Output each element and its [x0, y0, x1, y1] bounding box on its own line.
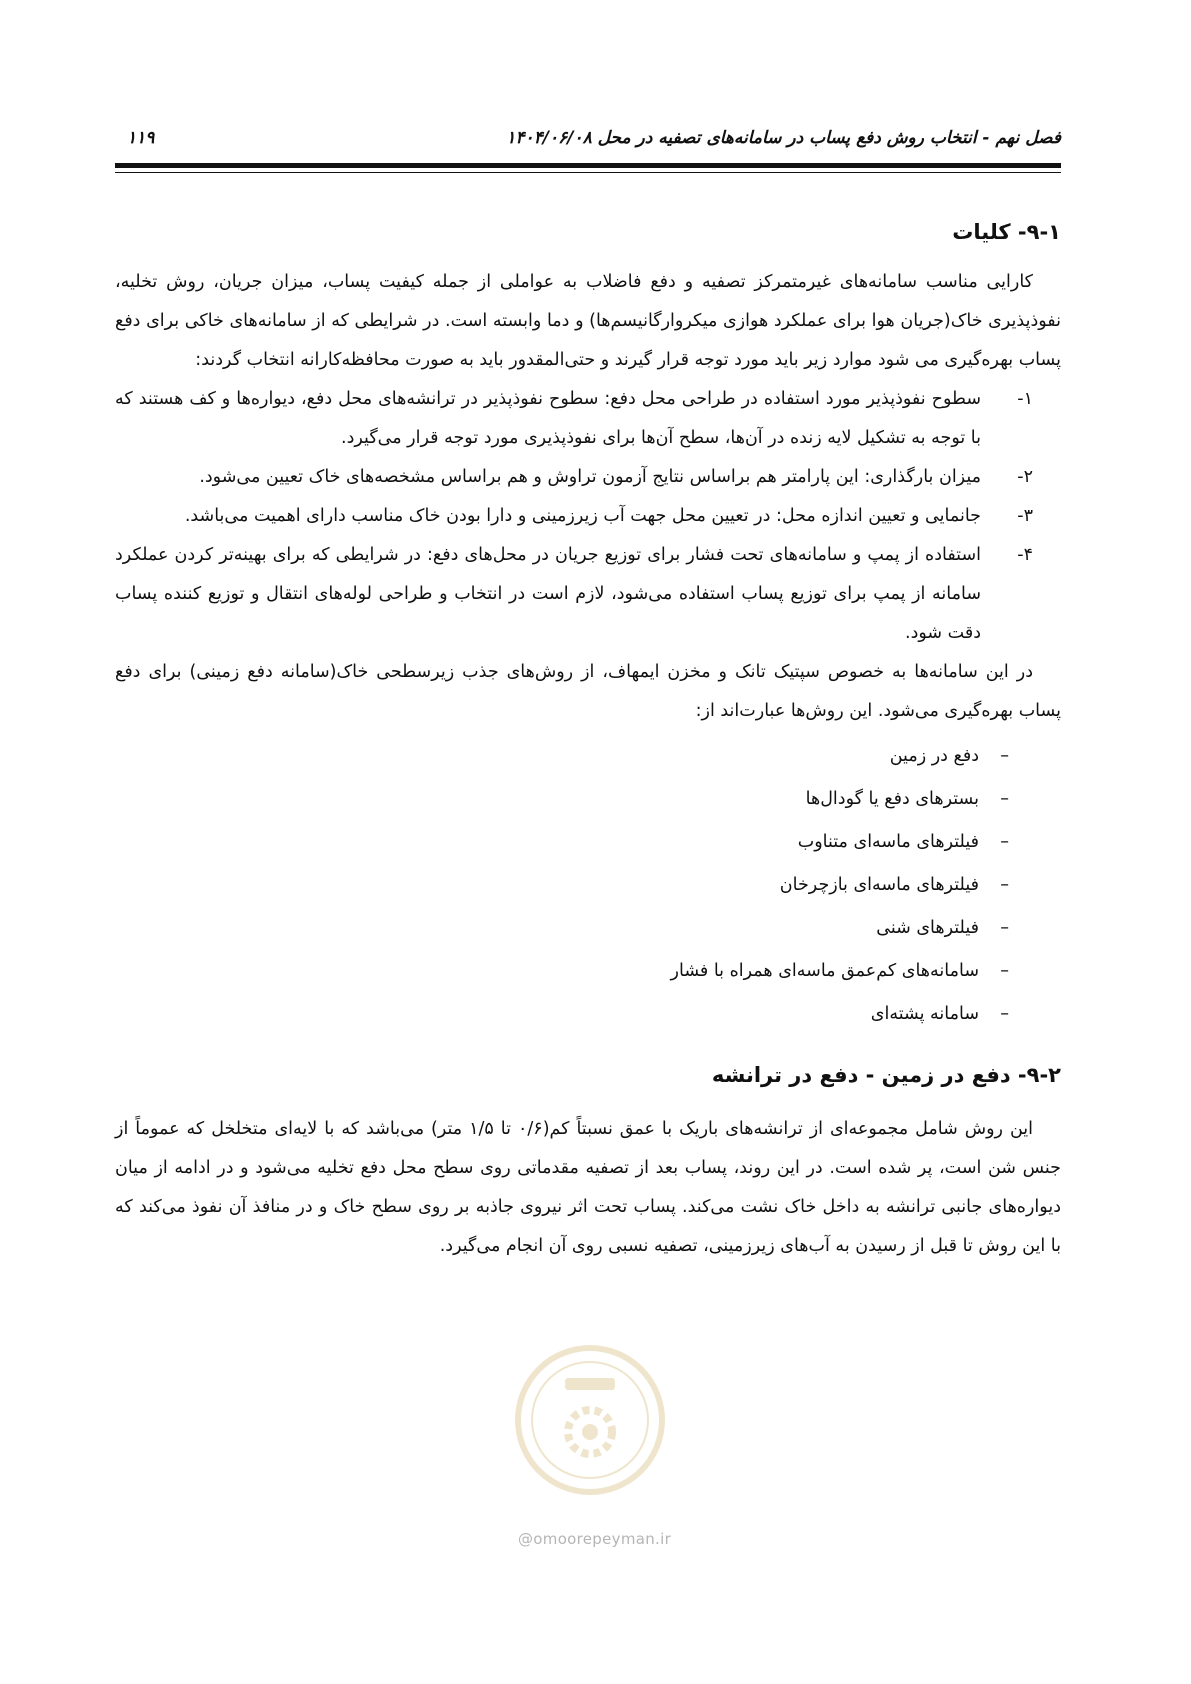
- list-item-text: فیلترهای شنی: [876, 918, 979, 938]
- list-item: [115, 950, 1061, 993]
- section-heading-trench: ۹-۲- دفع در زمین - دفع در ترانشه: [711, 1063, 1061, 1087]
- dash-bullet: –: [1000, 875, 1009, 895]
- methods-list: [115, 735, 1061, 1036]
- list-item: [115, 993, 1061, 1036]
- list-item-text: سطوح نفوذپذیر مورد استفاده در طراحی محل دفع: سطوح نفوذپذیر در ترانشه‌های محل دفع، دیواره‌ها و کف هستند که با توجه به تشکیل لایه زنده در آن‌ها، سطح آن‌ها برای نفوذپذیری مورد توجه قرار می‌گیرد.: [115, 389, 981, 448]
- header-rule-thick: [115, 163, 1061, 168]
- list-number: ۴-: [1017, 545, 1033, 565]
- watermark-logo-icon: [505, 1340, 675, 1500]
- list-item-text: سامانه‌های کم‌عمق ماسه‌ای همراه با فشار: [670, 961, 979, 981]
- document-body: [115, 215, 1061, 1266]
- list-number: ۱-: [1017, 389, 1033, 409]
- list-item: [115, 497, 1061, 536]
- list-item: [115, 778, 1061, 821]
- page-number: ۱۱۹: [127, 128, 155, 148]
- list-item: [115, 907, 1061, 950]
- dash-bullet: –: [1000, 961, 1009, 981]
- dash-bullet: –: [1000, 832, 1009, 852]
- list-item: [115, 821, 1061, 864]
- intro-paragraph: کارایی مناسب سامانه‌های غیرمتمرکز تصفیه و دفع فاضلاب به عواملی از جمله کیفیت پساب، میزان جریان، روش تخلیه، نفوذپذیری خاک(جریان هوا برای عملکرد هوازی میکروارگانیسم‌ها) و دما وابسته است. در شرایطی که از سامانه‌های خاکی برای دفع پساب بهره‌گیری می شود موارد زیر باید مورد توجه قرار گیرند و حتی‌المقدور باید به صورت محافظه‌کارانه انتخاب گردند:: [115, 272, 1061, 370]
- watermark-url: @omoorepeyman.ir: [518, 1530, 672, 1548]
- page-header: [115, 128, 1061, 154]
- considerations-list: [115, 380, 1061, 653]
- list-item-text: سامانه پشته‌ای: [870, 1004, 979, 1024]
- header-rule-thin: [115, 172, 1061, 173]
- list-number: ۳-: [1017, 506, 1033, 526]
- list-item-text: جانمایی و تعیین اندازه محل: در تعیین محل جهت آب زیرزمینی و دارا بودن خاک مناسب دارای اهمیت می‌باشد.: [184, 506, 981, 526]
- methods-intro-paragraph: در این سامانه‌ها به خصوص سپتیک تانک و مخزن ایمهاف، از روش‌های جذب زیرسطحی خاک(سامانه دفع زمینی) برای دفع پساب بهره‌گیری می‌شود. این روش‌ها عبارت‌اند از:: [115, 662, 1061, 721]
- list-item: [115, 458, 1061, 497]
- dash-bullet: –: [1000, 918, 1009, 938]
- dash-bullet: –: [1000, 1004, 1009, 1024]
- list-item-text: فیلترهای ماسه‌ای متناوب: [797, 832, 979, 852]
- list-item-text: میزان بارگذاری: این پارامتر هم براساس نتایج آزمون تراوش و هم براساس مشخصه‌های خاک تعیین می‌شود.: [199, 467, 981, 487]
- chapter-title: فصل نهم - انتخاب روش دفع پساب در سامانه‌های تصفیه در محل ۱۴۰۴/۰۶/۰۸: [506, 128, 1061, 148]
- list-item-text: دفع در زمین: [889, 746, 979, 766]
- list-item: [115, 536, 1061, 653]
- section-heading-general: ۹-۱- کلیات: [952, 220, 1061, 244]
- list-number: ۲-: [1017, 467, 1033, 487]
- dash-bullet: –: [1000, 789, 1009, 809]
- list-item-text: بسترهای دفع یا گودال‌ها: [805, 789, 979, 809]
- dash-bullet: –: [1000, 746, 1009, 766]
- list-item: [115, 380, 1061, 458]
- list-item-text: فیلترهای ماسه‌ای بازچرخان: [779, 875, 979, 895]
- list-item-text: استفاده از پمپ و سامانه‌های تحت فشار برای توزیع جریان در محل‌های دفع: در شرایطی که برای بهینه‌تر کردن عملکرد سامانه از پمپ برای توزیع پساب استفاده می‌شود، لازم است در انتخاب و طراحی لوله‌های انتقال و توزیع کننده پساب دقت شود.: [115, 545, 981, 643]
- list-item: [115, 864, 1061, 907]
- trench-paragraph: این روش شامل مجموعه‌ای از ترانشه‌های باریک با عمق نسبتاً کم(۰/۶ تا ۱/۵ متر) می‌باشد که با لایه‌ای متخلخل که عموماً از جنس شن است، پر شده است. در این روند، پساب بعد از تصفیه مقدماتی روی سطح محل دفع تخلیه می‌شود و در ادامه از میان دیواره‌های جانبی ترانشه به داخل خاک نشت می‌کند. پساب تحت اثر نیروی جاذبه بر روی سطح خاک و در منافذ آن نفوذ می‌کند که با این روش تا قبل از رسیدن به آب‌های زیرزمینی، تصفیه نسبی روی آن انجام می‌گیرد.: [115, 1119, 1061, 1256]
- list-item: [115, 735, 1061, 778]
